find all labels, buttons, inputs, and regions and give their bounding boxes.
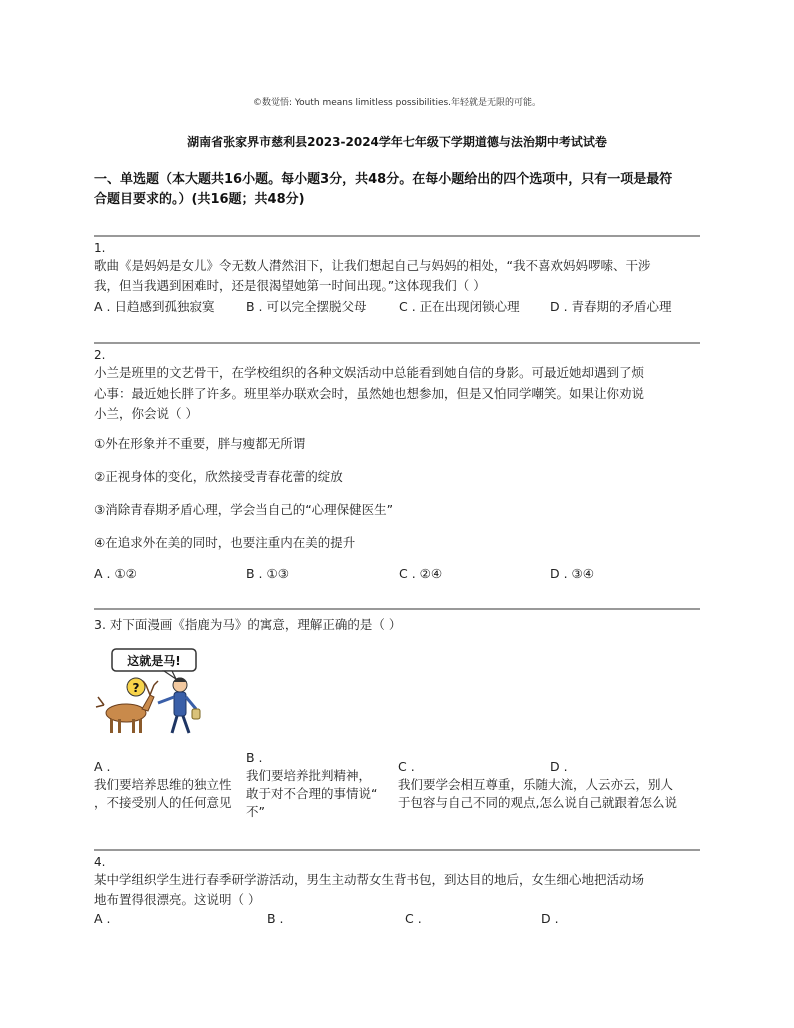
header-note: ©数觉悟: Youth means limitless possibilities.年轻就是无限的可能。 [252, 98, 542, 108]
cartoon-image [94, 645, 212, 737]
question-number: 1. [94, 241, 106, 255]
option-text-line: 我们要培养思维的独立性 [94, 777, 232, 792]
option-text-line: 我们要培养批判精神， [246, 768, 372, 783]
question-stem-line: 某中学组织学生进行春季研学游活动，男生主动帮女生背书包，到达目的地后，女生细心地把活动场 [94, 872, 645, 887]
option-a[interactable]: A . ①② [94, 566, 137, 581]
statement-item: ④在追求外在美的同时，也要注重内在美的提升 [94, 535, 356, 550]
option-c[interactable]: C . 正在出现闭锁心理 [399, 299, 520, 314]
option-label: C . [398, 759, 415, 774]
option-text-line: 于包容与自己不同的观点,怎么说自己就跟着怎么说 [398, 795, 677, 810]
cartoon-illustration [94, 645, 212, 737]
option-b[interactable] [246, 749, 377, 821]
question-stem-line: 歌曲《是妈妈是女儿》令无数人潸然泪下，让我们想起自己与妈妈的相处，“我不喜欢妈妈啰嗦、干涉 [94, 258, 651, 273]
question-stem-line: 小兰是班里的文艺骨干，在学校组织的各种文娱活动中总能看到她自信的身影。可最近她却遇到了烦 [94, 365, 645, 380]
option-label: A . [94, 759, 111, 774]
option-c[interactable]: C . ②④ [399, 566, 443, 581]
option-label: B . [246, 750, 263, 765]
document-title: 湖南省张家界市慈利县2023-2024学年七年级下学期道德与法治期中考试试卷 [187, 135, 607, 149]
option-text-line: 敢于对不合理的事情说“ [246, 786, 378, 801]
question-divider [94, 608, 700, 610]
section-heading-line: 合题目要求的。）(共16题；共48分) [94, 192, 305, 207]
option-label: D . [550, 759, 568, 774]
statement-item: ①外在形象并不重要，胖与瘦都无所谓 [94, 436, 306, 451]
question-divider [94, 342, 700, 344]
question-number: 4. [94, 855, 106, 869]
question-stem: 3. 对下面漫画《指鹿为马》的寓意，理解正确的是（ ） [94, 617, 402, 632]
option-a[interactable] [94, 758, 232, 812]
question-divider [94, 849, 700, 851]
option-b[interactable]: B . ①③ [246, 566, 289, 581]
option-text-line: ，不接受别人的任何意见 [94, 795, 232, 810]
option-d[interactable]: D . [541, 911, 559, 926]
question-divider [94, 235, 700, 237]
question-stem-line: 小兰，你会说（ ） [94, 406, 198, 421]
question-number: 2. [94, 348, 106, 362]
question-stem-line: 地布置得很漂亮。这说明（ ） [94, 892, 261, 907]
option-text-line: 我们要学会相互尊重，乐随大流，人云亦云，别人 [398, 777, 674, 792]
question-stem-line: 我，但当我遇到困难时，还是很渴望她第一时间出现。”这体现我们（ ） [94, 278, 486, 293]
option-a[interactable]: A . [94, 911, 111, 926]
option-b[interactable]: B . [267, 911, 284, 926]
section-heading [94, 170, 704, 210]
option-text-line: 不” [246, 804, 265, 819]
option-c[interactable]: C . [405, 911, 422, 926]
option-d[interactable]: D . 青春期的矛盾心理 [550, 299, 672, 314]
option-c[interactable] [398, 758, 677, 812]
section-heading-line: 一、单选题（本大题共16小题。每小题3分，共48分。在每小题给出的四个选项中，只有一项是最符 [94, 172, 673, 187]
option-d[interactable]: D . ③④ [550, 566, 594, 581]
question-mark-icon: ? [132, 681, 140, 695]
option-b[interactable]: B . 可以完全摆脱父母 [246, 299, 367, 314]
statement-item: ③消除青春期矛盾心理，学会当自己的“心理保健医生” [94, 502, 394, 517]
option-a[interactable]: A . 日趋感到孤独寂寞 [94, 299, 215, 314]
cartoon-caption: 这就是马! [127, 654, 181, 668]
statement-item: ②正视身体的变化，欣然接受青春花蕾的绽放 [94, 469, 343, 484]
question-stem-line: 心事：最近她长胖了许多。班里举办联欢会时，虽然她也想参加，但是又怕同学嘲笑。如果让你劝说 [94, 386, 645, 401]
option-d[interactable] [550, 758, 568, 776]
